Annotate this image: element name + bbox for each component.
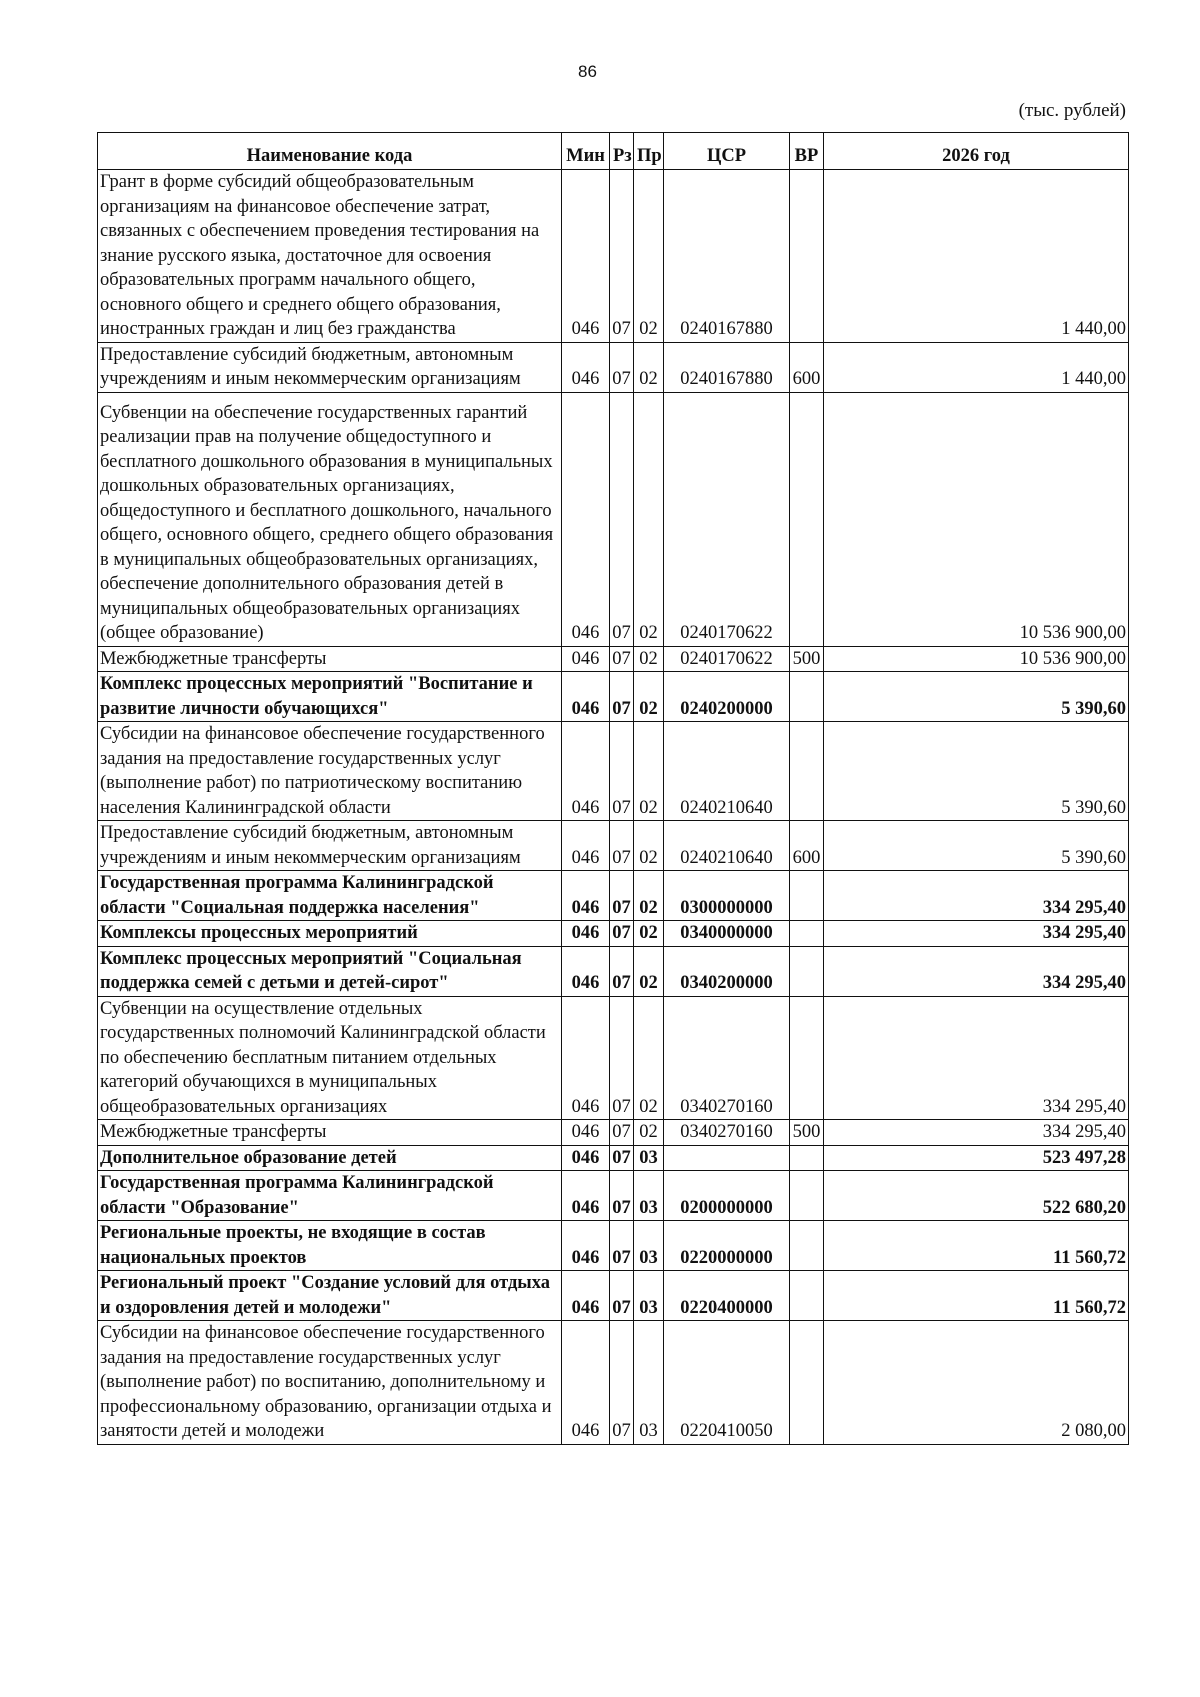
cell-csr: 0220000000 [664, 1221, 790, 1271]
cell-rz: 07 [610, 821, 634, 871]
table-row [98, 996, 1129, 1120]
cell-vr [790, 170, 824, 343]
table-body [98, 170, 1129, 1445]
cell-vr [790, 1171, 824, 1221]
cell-pr: 02 [634, 342, 664, 392]
cell-min: 046 [562, 1145, 610, 1171]
table-row [98, 1221, 1129, 1271]
cell-pr: 02 [634, 996, 664, 1120]
cell-csr: 0240210640 [664, 821, 790, 871]
cell-vr [790, 996, 824, 1120]
cell-min: 046 [562, 646, 610, 672]
cell-vr [790, 672, 824, 722]
cell-rz: 07 [610, 672, 634, 722]
cell-name: Субсидии на финансовое обеспечение государственного задания на предоставление государственных услуг (выполнение работ) по патриотическому воспитанию населения Калининградской области [98, 722, 562, 821]
table-row [98, 672, 1129, 722]
cell-csr: 0340270160 [664, 996, 790, 1120]
cell-pr: 03 [634, 1221, 664, 1271]
cell-amount: 523 497,28 [824, 1145, 1129, 1171]
cell-pr: 03 [634, 1145, 664, 1171]
cell-rz: 07 [610, 1321, 634, 1445]
page-number: 86 [578, 62, 597, 81]
cell-name: Субвенции на осуществление отдельных государственных полномочий Калининградской области по обеспечению бесплатным питанием отдельных категорий обучающихся в муниципальных общеобразовательных организациях [98, 996, 562, 1120]
table-row [98, 646, 1129, 672]
cell-min: 046 [562, 946, 610, 996]
cell-vr: 500 [790, 1120, 824, 1146]
table-row [98, 722, 1129, 821]
cell-csr: 0240210640 [664, 722, 790, 821]
cell-pr: 02 [634, 722, 664, 821]
cell-pr: 03 [634, 1171, 664, 1221]
table-row [98, 1171, 1129, 1221]
header-row [98, 133, 1129, 170]
cell-rz: 07 [610, 1221, 634, 1271]
cell-rz: 07 [610, 1145, 634, 1171]
cell-amount: 11 560,72 [824, 1271, 1129, 1321]
cell-rz: 07 [610, 722, 634, 821]
header-csr: ЦСР [664, 133, 790, 170]
cell-min: 046 [562, 392, 610, 646]
cell-rz: 07 [610, 996, 634, 1120]
table-row [98, 921, 1129, 947]
cell-amount: 1 440,00 [824, 170, 1129, 343]
table-row [98, 1271, 1129, 1321]
cell-csr: 0200000000 [664, 1171, 790, 1221]
cell-rz: 07 [610, 342, 634, 392]
header-vr: ВР [790, 133, 824, 170]
cell-amount: 5 390,60 [824, 821, 1129, 871]
cell-name: Комплексы процессных мероприятий [98, 921, 562, 947]
cell-amount: 11 560,72 [824, 1221, 1129, 1271]
table-row [98, 946, 1129, 996]
table-row [98, 392, 1129, 646]
cell-csr: 0240167880 [664, 342, 790, 392]
cell-pr: 03 [634, 1321, 664, 1445]
cell-rz: 07 [610, 946, 634, 996]
cell-amount: 334 295,40 [824, 996, 1129, 1120]
cell-min: 046 [562, 722, 610, 821]
cell-pr: 02 [634, 946, 664, 996]
cell-min: 046 [562, 871, 610, 921]
cell-vr [790, 1145, 824, 1171]
table-row [98, 821, 1129, 871]
cell-csr: 0340270160 [664, 1120, 790, 1146]
cell-vr [790, 1271, 824, 1321]
cell-csr: 0220400000 [664, 1271, 790, 1321]
table-row [98, 1321, 1129, 1445]
table-row [98, 1145, 1129, 1171]
cell-amount: 10 536 900,00 [824, 646, 1129, 672]
cell-min: 046 [562, 1221, 610, 1271]
cell-pr: 02 [634, 1120, 664, 1146]
cell-name: Комплекс процессных мероприятий "Воспитание и развитие личности обучающихся" [98, 672, 562, 722]
cell-pr: 02 [634, 392, 664, 646]
table-row [98, 342, 1129, 392]
header-year: 2026 год [824, 133, 1129, 170]
cell-pr: 02 [634, 821, 664, 871]
table-row [98, 1120, 1129, 1146]
cell-min: 046 [562, 1120, 610, 1146]
cell-pr: 02 [634, 871, 664, 921]
cell-rz: 07 [610, 392, 634, 646]
cell-vr: 600 [790, 342, 824, 392]
cell-name: Грант в форме субсидий общеобразовательным организациям на финансовое обеспечение затрат, связанных с обеспечением проведения тестирования на знание русского языка, достаточное для освоения образовательных программ начального общего, основного общего и среднего общего образования, иностранных граждан и лиц без гражданства [98, 170, 562, 343]
cell-rz: 07 [610, 1271, 634, 1321]
header-pr: Пр [634, 133, 664, 170]
cell-name: Комплекс процессных мероприятий "Социальная поддержка семей с детьми и детей-сирот" [98, 946, 562, 996]
budget-table [97, 132, 1129, 1445]
cell-vr [790, 392, 824, 646]
cell-vr: 500 [790, 646, 824, 672]
cell-name: Государственная программа Калининградской области "Образование" [98, 1171, 562, 1221]
cell-vr [790, 722, 824, 821]
cell-min: 046 [562, 996, 610, 1120]
table-header [98, 133, 1129, 170]
cell-name: Региональный проект "Создание условий для отдыха и оздоровления детей и молодежи" [98, 1271, 562, 1321]
cell-name: Предоставление субсидий бюджетным, автономным учреждениям и иным некоммерческим организациям [98, 342, 562, 392]
cell-amount: 334 295,40 [824, 1120, 1129, 1146]
cell-amount: 5 390,60 [824, 722, 1129, 821]
cell-amount: 334 295,40 [824, 946, 1129, 996]
cell-csr: 0300000000 [664, 871, 790, 921]
cell-amount: 334 295,40 [824, 871, 1129, 921]
cell-min: 046 [562, 821, 610, 871]
cell-min: 046 [562, 672, 610, 722]
cell-min: 046 [562, 342, 610, 392]
header-min: Мин [562, 133, 610, 170]
cell-vr: 600 [790, 821, 824, 871]
cell-csr: 0240170622 [664, 392, 790, 646]
header-rz: Рз [610, 133, 634, 170]
cell-vr [790, 871, 824, 921]
cell-pr: 03 [634, 1271, 664, 1321]
cell-name: Региональные проекты, не входящие в состав национальных проектов [98, 1221, 562, 1271]
cell-min: 046 [562, 921, 610, 947]
cell-amount: 522 680,20 [824, 1171, 1129, 1221]
cell-amount: 5 390,60 [824, 672, 1129, 722]
cell-name: Субсидии на финансовое обеспечение государственного задания на предоставление государственных услуг (выполнение работ) по воспитанию, дополнительному и профессиональному образованию, организации отдыха и занятости детей и молодежи [98, 1321, 562, 1445]
cell-name: Дополнительное образование детей [98, 1145, 562, 1171]
cell-csr: 0220410050 [664, 1321, 790, 1445]
cell-min: 046 [562, 1271, 610, 1321]
cell-rz: 07 [610, 170, 634, 343]
cell-min: 046 [562, 170, 610, 343]
cell-name: Предоставление субсидий бюджетным, автономным учреждениям и иным некоммерческим организациям [98, 821, 562, 871]
table-row [98, 170, 1129, 343]
cell-name: Государственная программа Калининградской области "Социальная поддержка населения" [98, 871, 562, 921]
cell-csr: 0240170622 [664, 646, 790, 672]
cell-rz: 07 [610, 871, 634, 921]
cell-name: Субвенции на обеспечение государственных гарантий реализации прав на получение общедоступного и бесплатного дошкольного образования в муниципальных дошкольных образовательных организациях, общедоступного и бесплатного дошкольного, начального общего, основного общего, среднего общего образования в муниципальных общеобразовательных организациях, обеспечение дополнительного образования детей в муниципальных общеобразовательных организациях (общее образование) [98, 392, 562, 646]
cell-min: 046 [562, 1321, 610, 1445]
cell-pr: 02 [634, 170, 664, 343]
cell-name: Межбюджетные трансферты [98, 646, 562, 672]
table-row [98, 871, 1129, 921]
cell-rz: 07 [610, 646, 634, 672]
cell-vr [790, 921, 824, 947]
cell-rz: 07 [610, 1171, 634, 1221]
cell-vr [790, 1221, 824, 1271]
cell-csr: 0340000000 [664, 921, 790, 947]
cell-amount: 10 536 900,00 [824, 392, 1129, 646]
cell-amount: 2 080,00 [824, 1321, 1129, 1445]
header-name: Наименование кода [98, 133, 562, 170]
cell-pr: 02 [634, 921, 664, 947]
cell-csr: 0340200000 [664, 946, 790, 996]
cell-csr: 0240167880 [664, 170, 790, 343]
cell-rz: 07 [610, 1120, 634, 1146]
cell-rz: 07 [610, 921, 634, 947]
cell-csr [664, 1145, 790, 1171]
cell-amount: 334 295,40 [824, 921, 1129, 947]
units-label: (тыс. рублей) [1018, 100, 1126, 121]
cell-pr: 02 [634, 672, 664, 722]
cell-vr [790, 1321, 824, 1445]
cell-name: Межбюджетные трансферты [98, 1120, 562, 1146]
cell-csr: 0240200000 [664, 672, 790, 722]
cell-amount: 1 440,00 [824, 342, 1129, 392]
cell-vr [790, 946, 824, 996]
cell-min: 046 [562, 1171, 610, 1221]
cell-pr: 02 [634, 646, 664, 672]
